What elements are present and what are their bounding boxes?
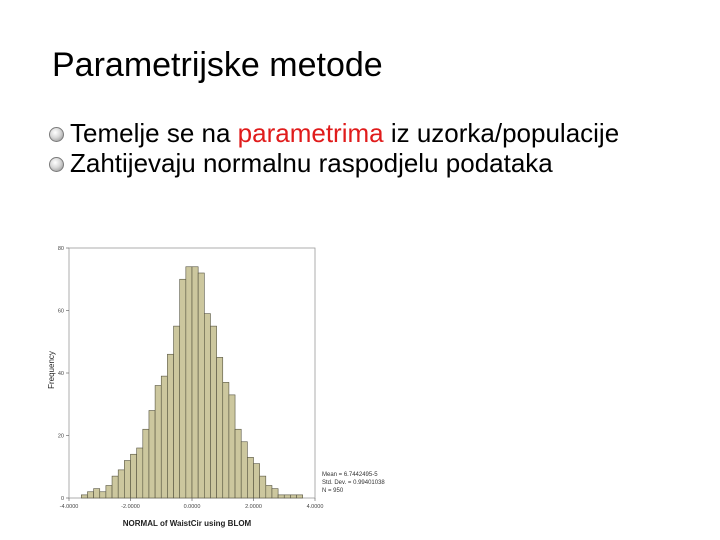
x-tick-label: 0.0000 — [183, 504, 201, 510]
histogram-bar — [174, 326, 180, 498]
histogram-bar — [290, 495, 296, 498]
histogram-bar — [229, 395, 235, 498]
histogram-bar — [180, 279, 186, 498]
histogram-bar — [210, 326, 216, 498]
y-tick-label: 40 — [57, 371, 64, 377]
histogram-bar — [112, 476, 118, 498]
histogram-bar — [186, 267, 192, 498]
histogram-bar — [260, 476, 266, 498]
y-axis-label: Frequency — [47, 351, 56, 389]
bullet-item-normal-distribution — [48, 148, 708, 178]
x-tick-label: -2.0000 — [121, 504, 140, 510]
y-tick-label: 20 — [57, 433, 64, 440]
histogram-bar — [284, 495, 290, 498]
histogram-bar — [254, 464, 260, 498]
stat-mean: Mean = 6.7442495-5 — [322, 472, 378, 478]
highlighted-term: parametrima — [237, 118, 384, 148]
sphere-bullet-icon — [49, 127, 64, 142]
x-axis-label: NORMAL of WaistCir using BLOM — [122, 519, 252, 528]
histogram-bar — [106, 486, 112, 499]
histogram-bar — [81, 495, 87, 498]
histogram-bar — [241, 442, 247, 498]
histogram-bar — [149, 411, 155, 499]
histogram-bar — [223, 382, 229, 498]
histogram-bar — [161, 376, 167, 498]
histogram-bar — [143, 429, 149, 498]
bullet-text-start: Temelje se na — [70, 118, 238, 148]
histogram-bar — [87, 492, 93, 498]
bullet-item-parameters — [48, 118, 708, 148]
x-tick-label: 2.0000 — [245, 504, 262, 510]
bullet-text: Zahtijevaju normalnu raspodjelu podataka — [70, 148, 553, 178]
histogram-bar — [192, 267, 198, 498]
histogram-bar — [167, 354, 173, 498]
histogram-bar — [118, 470, 124, 498]
bullet-list — [48, 118, 708, 178]
histogram-bar — [155, 386, 161, 499]
histogram-bar — [137, 448, 143, 498]
histogram-bar — [124, 461, 130, 499]
histogram-bar — [297, 495, 303, 498]
histogram-bar — [100, 492, 106, 498]
y-tick-label: 60 — [57, 308, 64, 315]
histogram-bar — [94, 489, 100, 498]
histogram-bar — [247, 457, 253, 498]
histogram-bar — [235, 429, 241, 498]
y-tick-label: 80 — [57, 246, 64, 252]
bullet-text-end: iz uzorka/populacije — [383, 118, 620, 148]
x-tick-label: 4.0000 — [306, 504, 324, 510]
histogram-bar — [272, 489, 278, 498]
histogram-bar — [131, 454, 137, 498]
histogram-bar — [266, 486, 272, 499]
histogram-bar — [198, 273, 204, 498]
y-tick-label: 0 — [60, 496, 64, 502]
x-tick-label: -4.0000 — [59, 504, 79, 510]
stat-n: N = 950 — [322, 488, 344, 494]
histogram-bar — [278, 495, 284, 498]
slide-title: Parametrijske metode — [52, 46, 383, 84]
stat-std-dev: Std. Dev. = 0.99401038 — [322, 480, 385, 486]
histogram-bar — [204, 314, 210, 498]
sphere-bullet-icon — [49, 157, 64, 172]
histogram-bar — [217, 357, 223, 498]
histogram-chart — [44, 246, 394, 530]
stats-box — [322, 472, 385, 494]
